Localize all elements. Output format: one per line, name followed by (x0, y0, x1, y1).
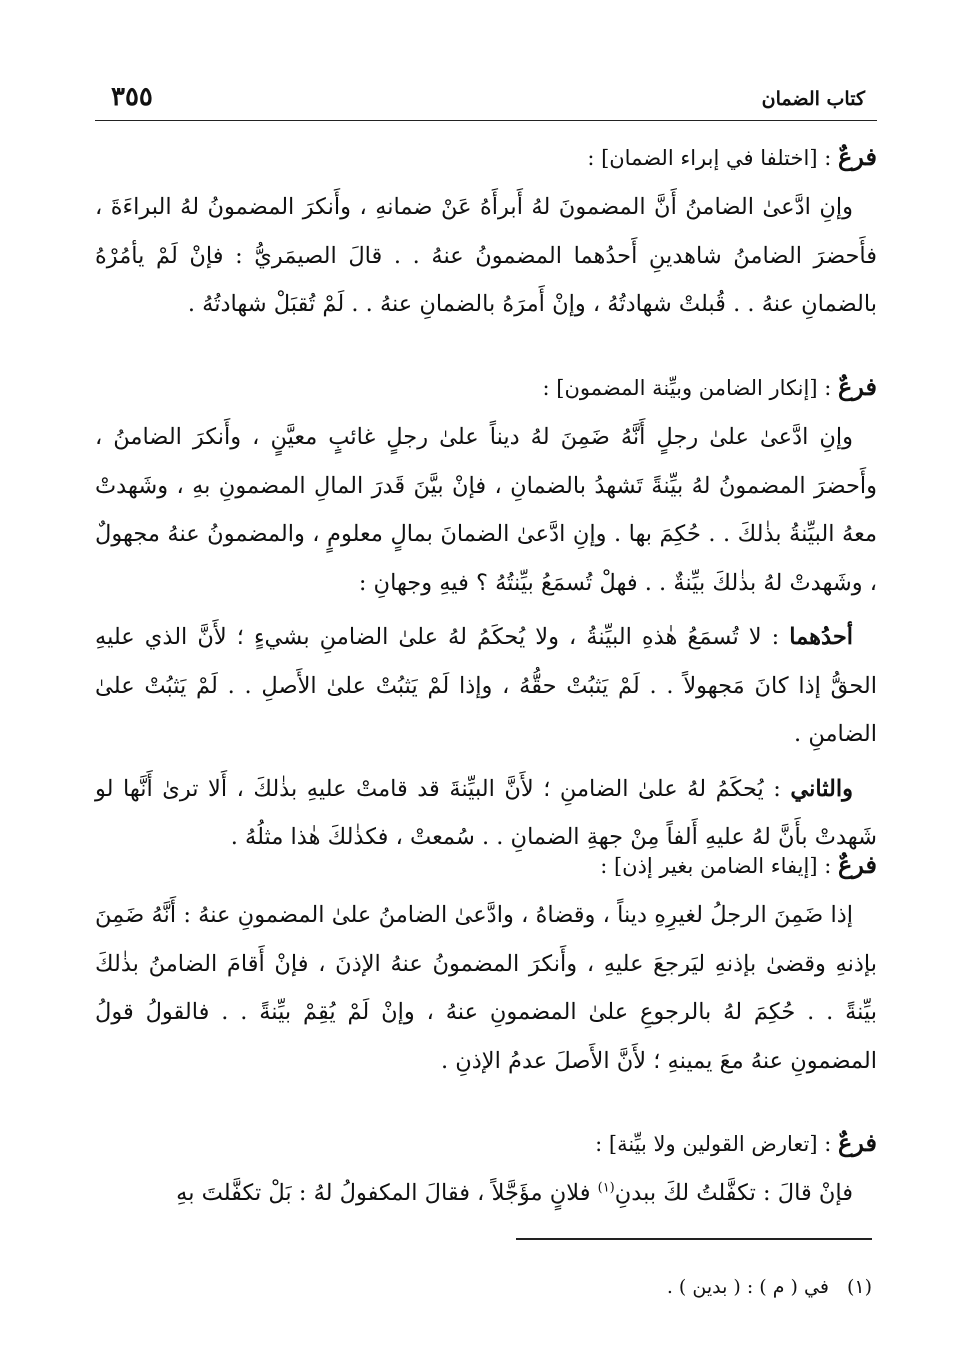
footnote-number: (١) (846, 1276, 872, 1298)
footnote-text: في ( م ) : ( بدين ) . (666, 1276, 829, 1298)
section-4 (95, 1126, 877, 1218)
heading-text: : [إيفاء الضامن بغير إذن] : (600, 854, 838, 878)
far-label: فرعٌ (837, 142, 877, 171)
footnote-marker: (١) (597, 1180, 615, 1196)
section-heading (95, 1126, 877, 1161)
far-label: فرعٌ (837, 1128, 877, 1157)
section-1 (95, 140, 877, 329)
section-heading (95, 370, 877, 405)
section-heading (95, 848, 877, 883)
footnote (667, 1272, 872, 1302)
paragraph-text: : يُحكَمُ لهُ علىٰ الضامنِ ؛ لأَنَّ البيِّنةَ قد قامتْ عليهِ بذٰلكَ ، أَلا ترىٰ أَنَّها لو شَهدتْ بأَنَّ لهُ عليهِ أَلفاً مِنْ جهةِ الضمانِ . . سُمعتْ ، فكذٰلكَ هٰذا مثلُهُ . (95, 775, 877, 850)
running-header (95, 82, 877, 116)
paragraph-lead: والثاني (790, 775, 853, 802)
section-2 (95, 370, 877, 862)
section-3 (95, 848, 877, 1085)
paragraph-text: فإنْ قالَ : تكفَّلتُ لكَ ببدنِ (614, 1180, 853, 1206)
section-heading (95, 140, 877, 175)
heading-text: : [تعارض القولين ولا بيِّنة] : (595, 1132, 838, 1156)
paragraph (95, 765, 877, 862)
paragraph: وإنِ ادَّعىٰ الضامنُ أَنَّ المضمونَ لهُ أَبرأَهُ عَنْ ضمانهِ ، وأَنكرَ المضمونُ لهُ البراءَةَ ، فأَحضرَ الضامنُ شاهدينِ أَحدُهما المضمونُ عنهُ . . قالَ الصيمَريُّ : فإنْ لَمْ يأمُرْهُ بالضمانِ عنهُ . . قُبلتْ شهادتُهُ ، وإنْ أَمرَهُ بالضمانِ عنهُ . . لَمْ تُقبَلْ شهادتُهُ . (95, 194, 877, 317)
paragraph (95, 613, 877, 759)
paragraph-text: : لا تُسمَعُ هٰذهِ البيِّنةُ ، ولا يُحكَمُ لهُ علىٰ الضامنِ بشيءٍ ؛ لأَنَّ الذي عليهِ الحقُّ إذا كانَ مَجهولاً . . لَمْ يَثبُتْ حقُّهُ ، وإذا لَمْ يَثبُتْ علىٰ الأَصلِ . . لَمْ يَثبُتْ علىٰ الضامنِ . (95, 624, 877, 747)
heading-text: : [إنكار الضامن وبيِّنة المضمون] : (542, 376, 838, 400)
paragraph: وإنِ ادَّعىٰ علىٰ رجلٍ أَنَّهُ ضَمِنَ لهُ ديناً علىٰ رجلٍ غائبٍ معيَّنٍ ، وأَنكرَ الضامنُ ، وأَحضرَ المضمونُ لهُ بيِّنةً تَشهدُ بالضمانِ ، فإنْ بيَّنَ قَدرَ المالِ المضمونِ بهِ ، وشَهدتْ معهُ البيِّنةُ بذٰلكَ . . حُكِمَ بها . وإنِ ادَّعىٰ الضمانَ بمالٍ معلومٍ ، والمضمونُ عنهُ مجهولٌ ، وشَهدتْ لهُ بذٰلكَ بيِّنةٌ . . فهلْ تُسمَعُ بيِّنتُهُ ؟ فيهِ وجهانِ : (95, 424, 877, 596)
page-number: ٣٥٥ (111, 82, 153, 112)
far-label: فرعٌ (837, 372, 877, 401)
paragraph-text: فلانٍ مؤَجَّلاً ، فقالَ المكفولُ لهُ : بَلْ تكفَّلتَ بهِ (176, 1180, 598, 1206)
header-rule (95, 120, 877, 121)
paragraph-lead: أحدُهما (789, 624, 853, 650)
paragraph: إذا ضَمِنَ الرجلُ لغيرِهِ ديناً ، وقضاهُ ، وادَّعىٰ الضامنُ علىٰ المضمونِ عنهُ : أَنَّهُ ضَمِنَ بإذنهِ وقضىٰ بإذنهِ ليَرجعَ عليهِ ، وأَنكرَ المضمونُ عنهُ الإذنَ ، فإنْ أَقامَ الضامنُ بذٰلكَ بيِّنةً . . حُكِمَ لهُ بالرجوعِ علىٰ المضمونِ عنهُ ، وإنْ لَمْ يُقِمْ بيِّنةً . . فالقولُ قولُ المضمونِ عنهُ معَ يمينهِ ؛ لأَنَّ الأَصلَ عدمُ الإذنِ . (95, 902, 877, 1074)
heading-text: : [اختلفا في إبراء الضمان] : (587, 146, 838, 170)
paragraph (95, 1169, 877, 1218)
footnote-rule (516, 1238, 872, 1240)
far-label: فرعٌ (837, 850, 877, 879)
header-title: كتاب الضمان (761, 88, 865, 110)
